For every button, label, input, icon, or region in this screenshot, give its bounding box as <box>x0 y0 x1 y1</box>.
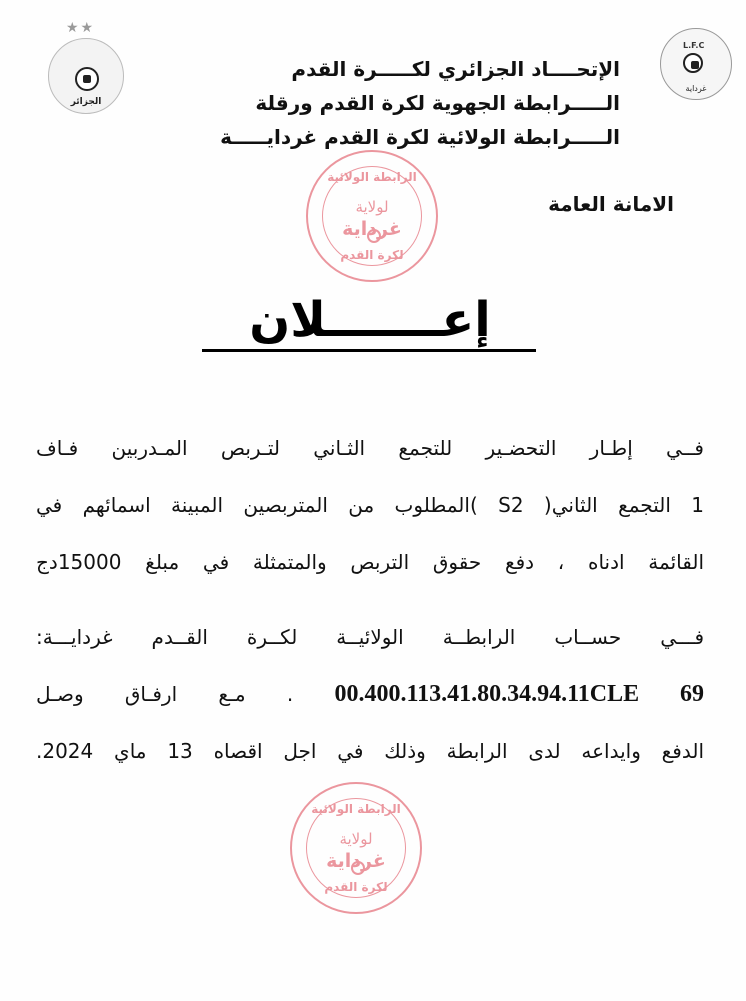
header-regional-league: الـــــرابطة الجهوية لكرة القدم ورقلة <box>255 91 620 115</box>
announcement-body <box>36 420 704 780</box>
header-federation: الإتحــــاد الجزائري لكـــــرة القدم <box>291 57 620 81</box>
logo-right-code: L.F.C <box>683 41 705 50</box>
body-line-3: القائمة ادناه ، دفع حقوق التربص والمتمثلة في مبلغ 15000دج <box>36 550 704 574</box>
body-line-5: 00.400.113.41.80.34.94.11CLE 69 . مـع ارفـاق وصـل <box>36 681 705 707</box>
general-secretariat-label: الامانة العامة <box>548 192 674 216</box>
ghardaia-league-logo <box>660 28 732 104</box>
title-underline <box>202 349 536 352</box>
header-wilaya-league: الـــــرابطة الولائية لكرة القدم غردايـــــة <box>220 125 620 149</box>
body-line-1: فــي إطـار التحضـير للتجمع الثـاني لتـربص المـدربين فـاف <box>36 436 704 460</box>
announcement-title: إعـــــــلان <box>249 292 491 348</box>
logo-right-label: غرداية <box>685 84 707 93</box>
algerian-federation-logo <box>46 20 126 110</box>
body-line-2: 1 التجمع الثاني( S2 )المطلوب من المتربصين المبينة اسمائهم في <box>36 493 704 517</box>
body-line-4: فـــي حســاب الرابطــة الولائيــة لكــرة القــدم غردايـــة: <box>36 625 704 649</box>
bank-account-number: 00.400.113.41.80.34.94.11CLE 69 <box>334 681 705 707</box>
league-stamp-bottom: الرابطة الولائية لولاية غرداية لكرة القدم <box>290 782 422 914</box>
letterhead <box>160 52 620 154</box>
logo-left-label: الجزائر <box>70 97 102 107</box>
body-line-6: الدفع وايداعه لدى الرابطة وذلك في اجل اقصاه 13 ماي 2024. <box>36 739 705 763</box>
football-icon <box>75 67 99 91</box>
league-stamp-top: الرابطة الولائية لولاية غرداية لكرة القدم <box>306 150 438 282</box>
stars-icon: ★★ <box>66 20 96 36</box>
football-icon <box>683 53 703 73</box>
